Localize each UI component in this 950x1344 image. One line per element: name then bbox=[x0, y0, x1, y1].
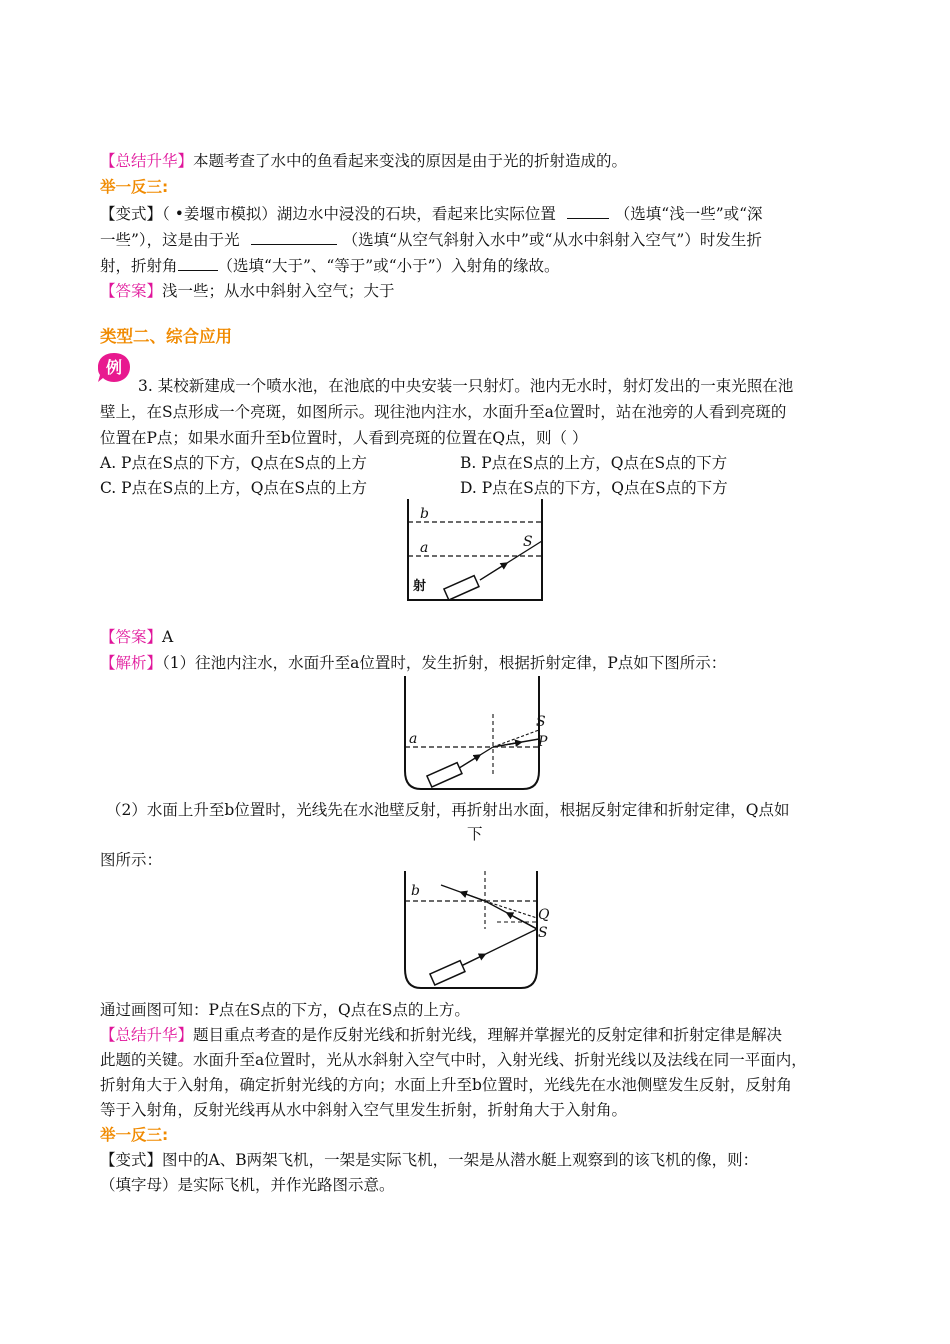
analysis-line-1 bbox=[100, 652, 726, 674]
answer2-tag: 【答案】 bbox=[100, 628, 163, 646]
answer-tag: 【答案】 bbox=[100, 282, 163, 300]
label-b: b bbox=[411, 883, 420, 899]
pool-diagram-1 bbox=[405, 497, 545, 603]
label-b: b bbox=[420, 506, 429, 522]
variant2-tag: 【变式】 bbox=[100, 1151, 163, 1169]
answer-blank bbox=[251, 228, 337, 245]
variant-text: （选填“大于”、“等于”或“小于”）入射角的缘故。 bbox=[217, 257, 560, 275]
option-c: C. P点在S点的上方，Q点在S点的上方 bbox=[100, 479, 368, 497]
variant-line-1 bbox=[100, 202, 763, 225]
variant-line-3 bbox=[100, 254, 560, 277]
question-line-3: 位置在P点；如果水面升至b位置时，人看到亮斑的位置在Q点，则（ ） bbox=[100, 429, 588, 447]
summary2-line-2: 此题的关键。水面升至a位置时，光从水斜射入空气中时，入射光线、折射光线以及法线在同一平面内， bbox=[100, 1051, 807, 1069]
summary2-line-3: 折射角大于入射角，确定折射光线的方向；水面上升至b位置时，光线先在水池侧壁发生反射，反射角 bbox=[100, 1076, 792, 1094]
variant2-line-1 bbox=[100, 1149, 758, 1171]
badge-label: 例 bbox=[105, 358, 123, 377]
label-a: a bbox=[409, 731, 418, 747]
answer2-line bbox=[100, 626, 173, 648]
summary2-text: 题目重点考查的是作反射光线和折射光线，理解并掌握光的反射定律和折射定律是解决 bbox=[193, 1026, 783, 1044]
answer-blank bbox=[567, 202, 609, 219]
option-b: B. P点在S点的上方，Q点在S点的下方 bbox=[460, 454, 728, 472]
analysis-line-2b: 下 bbox=[467, 825, 483, 843]
label-p: P bbox=[538, 734, 548, 750]
summary-tag: 【总结升华】 bbox=[100, 152, 194, 170]
pool-diagram-3 bbox=[401, 871, 550, 991]
label-a: a bbox=[420, 540, 429, 556]
question-line-2: 壁上，在S点形成一个亮斑，如图所示。现往池内注水，水面升至a位置时，站在池旁的人看到亮斑的 bbox=[100, 403, 787, 421]
variant-text: （ •姜堰市模拟）湖边水中浸没的石块，看起来比实际位置 bbox=[162, 205, 556, 223]
variant-text: 射，折射角 bbox=[100, 257, 178, 275]
example-badge-icon bbox=[97, 352, 131, 384]
variant-tag: 【变式】 bbox=[100, 205, 163, 223]
answer2-text: A bbox=[162, 628, 174, 646]
analysis-text: （1）往池内注水，水面升至a位置时，发生折射，根据折射定律，P点如下图所示： bbox=[162, 654, 727, 672]
answer-line bbox=[100, 280, 395, 302]
label-s: S bbox=[536, 714, 546, 730]
lamp-label: 射 bbox=[413, 579, 427, 594]
summary-line bbox=[100, 150, 627, 172]
answer-text: 浅一些；从水中斜射入空气；大于 bbox=[162, 282, 395, 300]
lamp-icon bbox=[444, 576, 479, 600]
option-d: D. P点在S点的下方，Q点在S点的下方 bbox=[460, 479, 728, 497]
analysis-line-2: （2）水面上升至b位置时，光线先在水池壁反射，再折射出水面，根据反射定律和折射定律，Q点如 bbox=[106, 801, 790, 819]
analysis-line-3: 通过画图可知：P点在S点的下方，Q点在S点的上方。 bbox=[100, 1001, 470, 1019]
analysis-tag: 【解析】 bbox=[100, 654, 163, 672]
variant2-line-2: （填字母）是实际飞机，并作光路图示意。 bbox=[100, 1176, 395, 1194]
summary2-line-4: 等于入射角，反射光线再从水中斜射入空气里发生折射，折射角大于入射角。 bbox=[100, 1101, 628, 1119]
practice-heading-2: 举一反三: bbox=[100, 1126, 169, 1144]
summary2-line-1 bbox=[100, 1024, 782, 1046]
analysis-line-2c: 图所示： bbox=[100, 851, 163, 869]
label-q: Q bbox=[538, 907, 550, 923]
summary-text: 本题考查了水中的鱼看起来变浅的原因是由于光的折射造成的。 bbox=[193, 152, 628, 170]
practice-heading: 举一反三: bbox=[100, 178, 169, 196]
variant-line-2 bbox=[100, 228, 762, 251]
option-a: A. P点在S点的下方，Q点在S点的上方 bbox=[100, 454, 367, 472]
label-s: S bbox=[538, 925, 548, 941]
lamp-icon bbox=[427, 763, 462, 787]
answer-blank bbox=[178, 254, 218, 271]
variant2-text: 图中的A、B两架飞机，一架是实际飞机，一架是从潜水艇上观察到的该飞机的像，则： bbox=[162, 1151, 759, 1169]
lamp-icon bbox=[430, 961, 465, 985]
label-s: S bbox=[523, 534, 533, 550]
summary2-tag: 【总结升华】 bbox=[100, 1026, 194, 1044]
section-title: 类型二、综合应用 bbox=[100, 327, 232, 346]
pool-diagram-2 bbox=[401, 676, 548, 791]
variant-text: （选填“从空气斜射入水中”或“从水中斜射入空气”）时发生折 bbox=[342, 231, 762, 249]
variant-text: 一些”），这是由于光 bbox=[100, 231, 240, 249]
variant-text: （选填“浅一些”或“深 bbox=[614, 205, 763, 223]
question-line-1: 3. 某校新建成一个喷水池，在池底的中央安装一只射灯。池内无水时，射灯发出的一束光照在池 bbox=[138, 377, 794, 395]
